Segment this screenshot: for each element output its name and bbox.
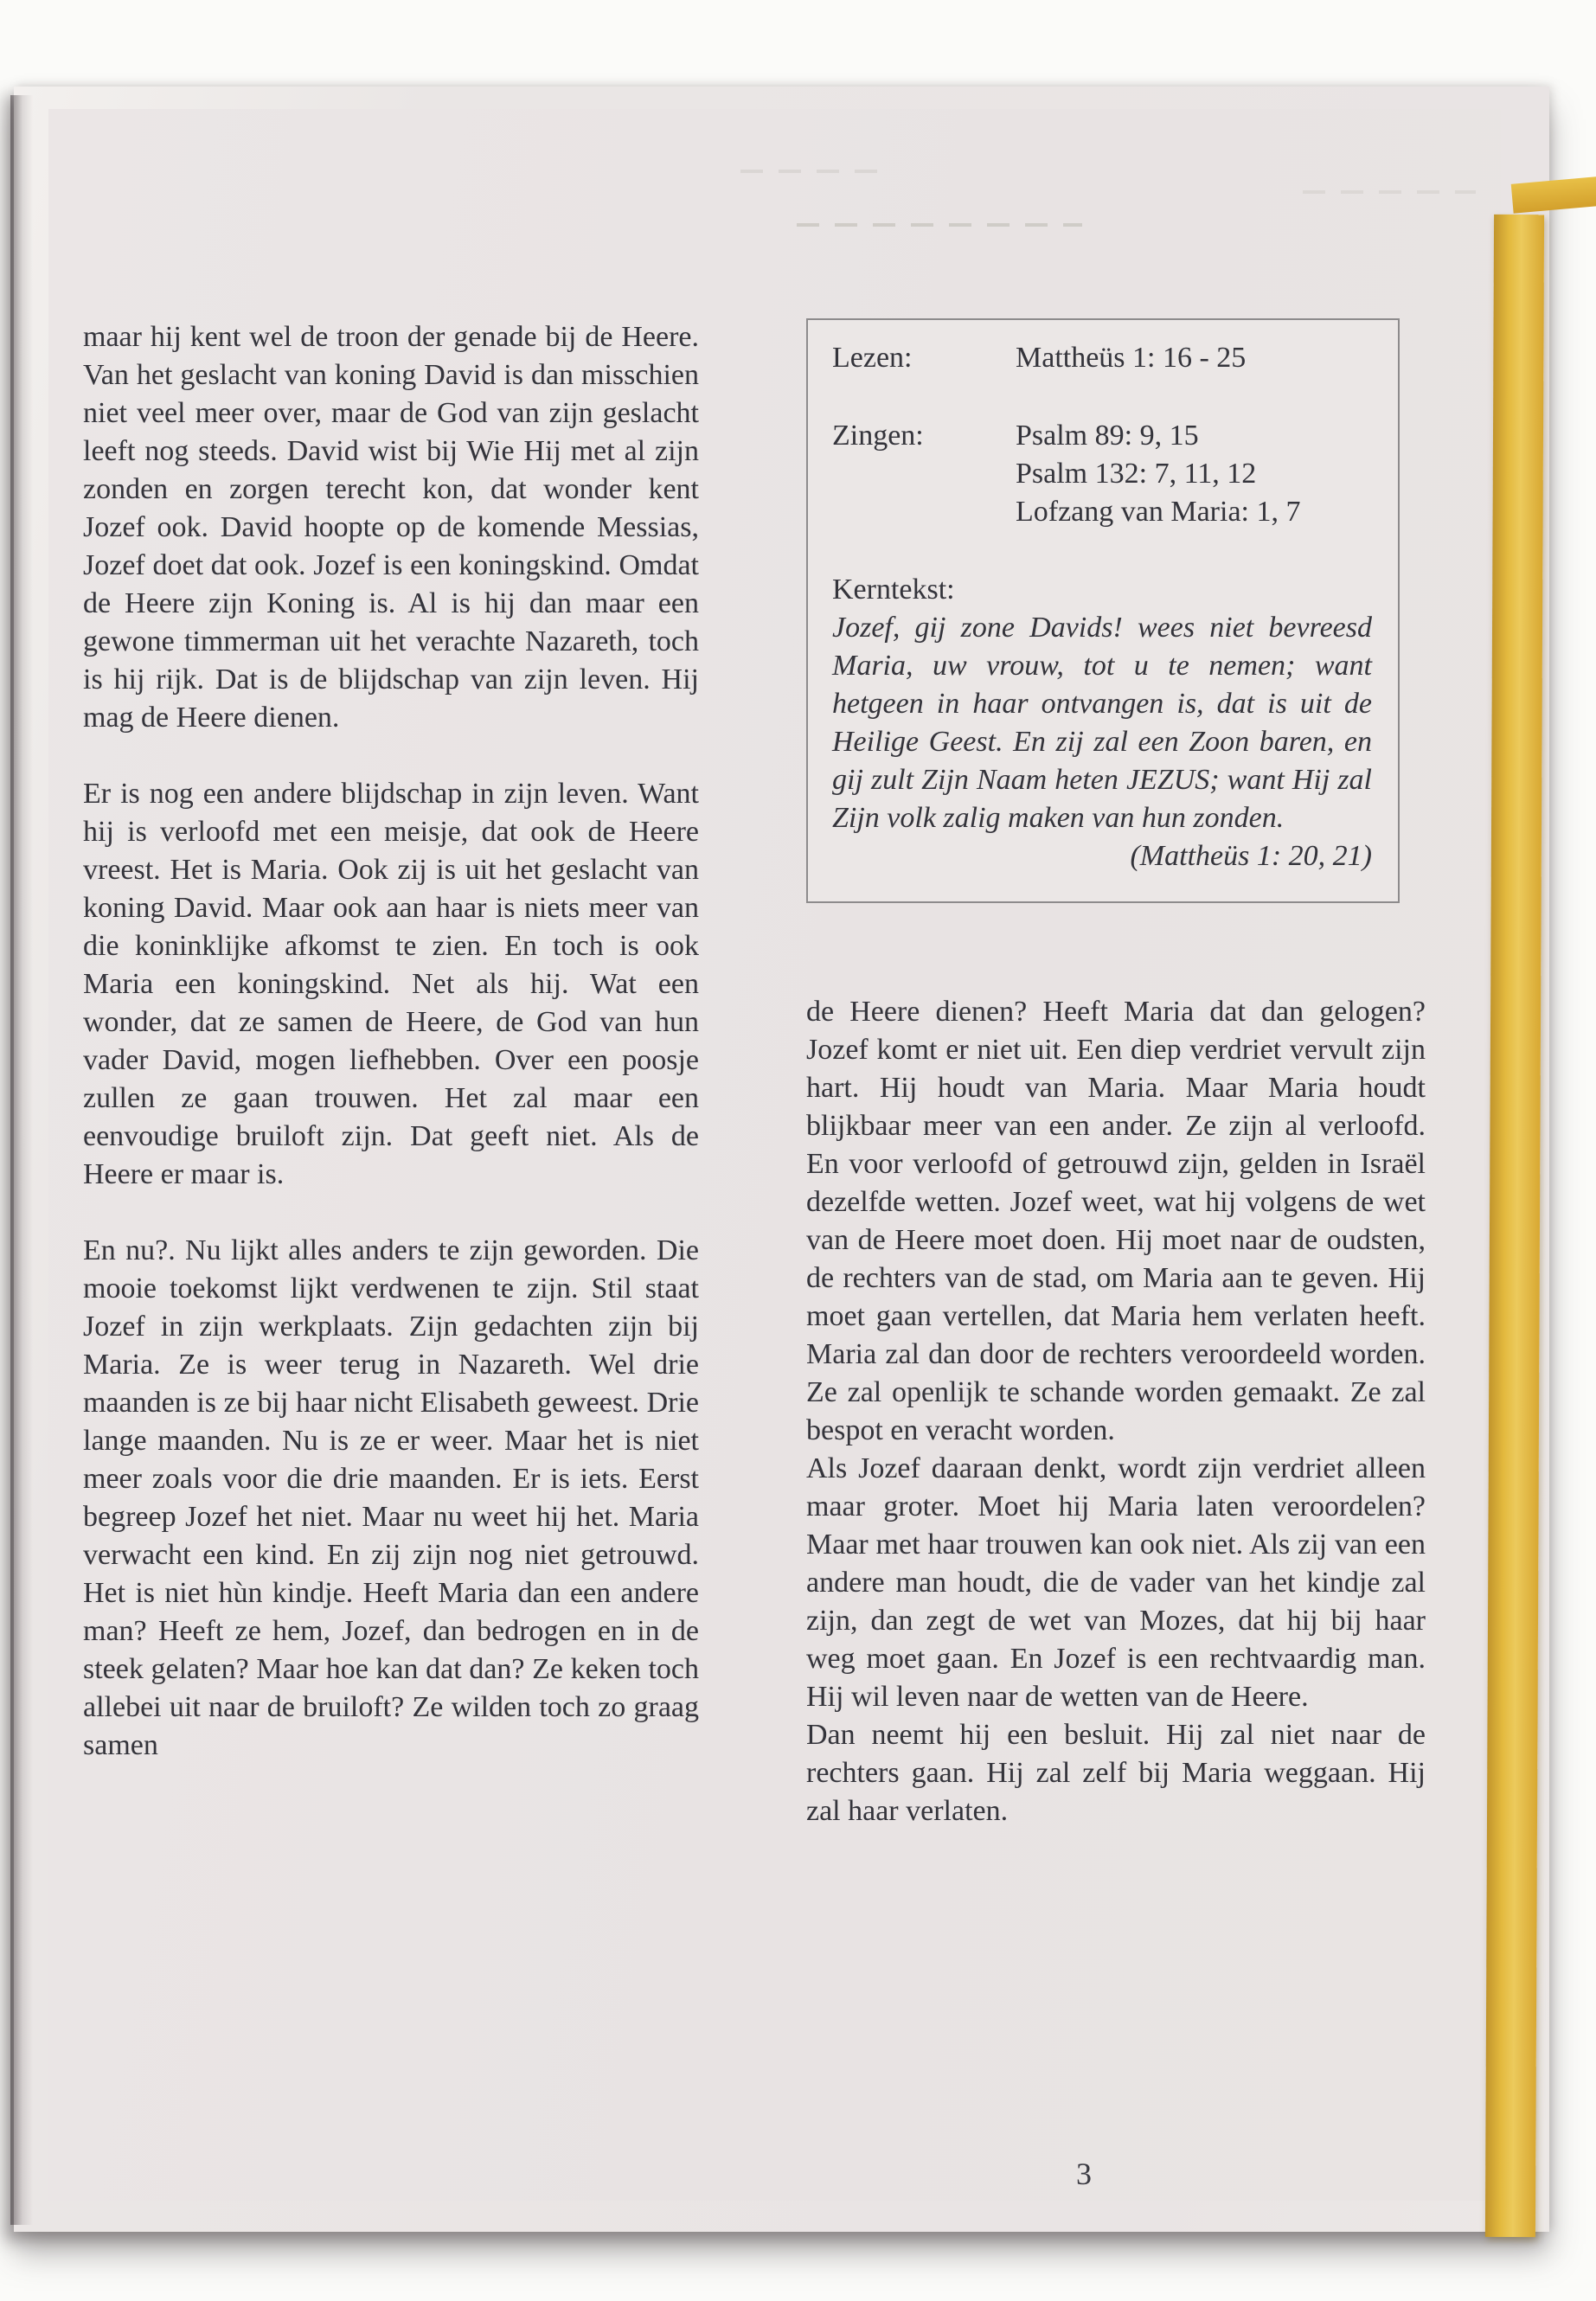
- zingen-label: Zingen:: [832, 420, 924, 452]
- yellow-binding-corner: [1511, 176, 1596, 213]
- body-paragraph: En nu?. Nu lijkt alles anders te zijn geworden. Die mooie toekomst lijkt verdwenen te zijn. Stil staat Jozef in zijn werkplaats. Zijn gedachten zijn bij Maria. Ze is weer terug in Nazareth. Wel drie maanden is ze bij haar nicht Elisabeth geweest. Drie lange maanden. Nu is ze er weer. Maar het is niet meer zoals voor die drie maanden. Er is iets. Eerst begreep Jozef het niet. Maar nu weet hij het. Maria verwacht een kind. En zij zijn nog niet getrouwd. Het is niet hùn kindje. Heeft Maria dan een andere man? Heeft ze hem, Jozef, dan bedrogen en in de steek gelaten? Maar hoe kan dat dan? Ze keken toch allebei uit naar de bruiloft? Ze wilden toch zo graag samen: [83, 1234, 699, 1761]
- lezen-row: [832, 339, 1372, 377]
- left-column: [83, 318, 699, 1765]
- scan-artifact: [797, 223, 1082, 227]
- scanned-booklet-page: [14, 87, 1549, 2232]
- zingen-line: Psalm 89: 9, 15: [1016, 420, 1199, 452]
- body-paragraph: Dan neemt hij een besluit. Hij zal niet naar de rechters gaan. Hij zal zelf bij Maria weggaan. Hij zal haar verlaten.: [806, 1719, 1426, 1827]
- yellow-binding-edge: [1485, 215, 1544, 2237]
- page-left-edge-shadow: [10, 95, 33, 2225]
- page-content: [69, 318, 1445, 2163]
- kerntekst-quote: Jozef, gij zone Davids! wees niet bevreesd Maria, uw vrouw, tot u te nemen; want hetgeen in haar ontvangen is, dat is uit de Heilige Geest. En zij zal een Zoon baren, en gij zult Zijn Naam heten JEZUS; want Hij zal Zijn volk zalig maken van hun zonden.: [832, 612, 1372, 834]
- kerntekst-reference: (Mattheüs 1: 20, 21): [1130, 840, 1372, 872]
- page-number: 3: [1076, 2157, 1092, 2191]
- body-paragraph: Als Jozef daaraan denkt, wordt zijn verdriet alleen maar groter. Moet hij Maria laten veroordelen? Maar met haar trouwen kan ook niet. Als zij van een andere man houdt, die de vader van het kindje zal zijn, dan zegt de wet van Mozes, dat hij bij haar weg moet gaan. En Jozef is een rechtvaardig man. Hij wil leven naar de wetten van de Heere.: [806, 1452, 1426, 1713]
- scan-artifact: [740, 170, 888, 173]
- body-paragraph: maar hij kent wel de troon der genade bij de Heere. Van het geslacht van koning David is dan misschien niet veel meer over, maar de God van zijn geslacht leeft nog steeds. David wist bij Wie Hij met al zijn zonden en zorgen terecht kon, dat wonder kent Jozef ook. David hoopte op de komende Messias, Jozef doet dat ook. Jozef is een koningskind. Omdat de Heere zijn Koning is. Al is hij dan maar een gewone timmerman uit het verachte Nazareth, toch is hij rijk. Dat is de blijdschap van zijn leven. Hij mag de Heere dienen.: [83, 321, 699, 734]
- lezen-value: Mattheüs 1: 16 - 25: [1016, 342, 1247, 374]
- kerntekst-label: Kerntekst:: [832, 574, 955, 606]
- lezen-label: Lezen:: [832, 342, 913, 374]
- body-paragraph: Er is nog een andere blijdschap in zijn leven. Want hij is verloofd met een meisje, dat ook de Heere vreest. Het is Maria. Ook zij is uit het geslacht van koning David. Maar ook aan haar is niets meer van die koninklijke afkomst te zien. En toch is ook Maria een koningskind. Net als hij. Wat een wonder, dat ze samen de Heere, de God van hun vader David, mogen liefhebben. Over een poosje zullen ze gaan trouwen. Het zal maar een eenvoudige bruiloft zijn. Dat geeft niet. Als de Heere er maar is.: [83, 778, 699, 1190]
- reading-info-box: [806, 318, 1400, 903]
- right-column: [806, 318, 1426, 1830]
- scan-artifact: [1303, 190, 1476, 194]
- zingen-line: Lofzang van Maria: 1, 7: [1016, 496, 1301, 528]
- zingen-line: Psalm 132: 7, 11, 12: [1016, 458, 1257, 490]
- body-paragraph: de Heere dienen? Heeft Maria dat dan gelogen? Jozef komt er niet uit. Een diep verdriet vervult zijn hart. Hij houdt van Maria. Maar Maria houdt blijkbaar meer van een ander. Ze zijn al verloofd. En voor verloofd of getrouwd zijn, gelden in Israël dezelfde wetten. Jozef weet, wat hij volgens de wet van de Heere moet doen. Hij moet naar de oudsten, de rechters van de stad, om Maria aan te geven. Hij moet gaan vertellen, dat Maria hem verlaten heeft. Maria zal dan door de rechters veroordeeld worden. Ze zal openlijk te schande worden gemaakt. Ze zal bespot en veracht worden.: [806, 996, 1426, 1446]
- zingen-row: [832, 417, 1372, 531]
- zingen-values: [1016, 417, 1372, 531]
